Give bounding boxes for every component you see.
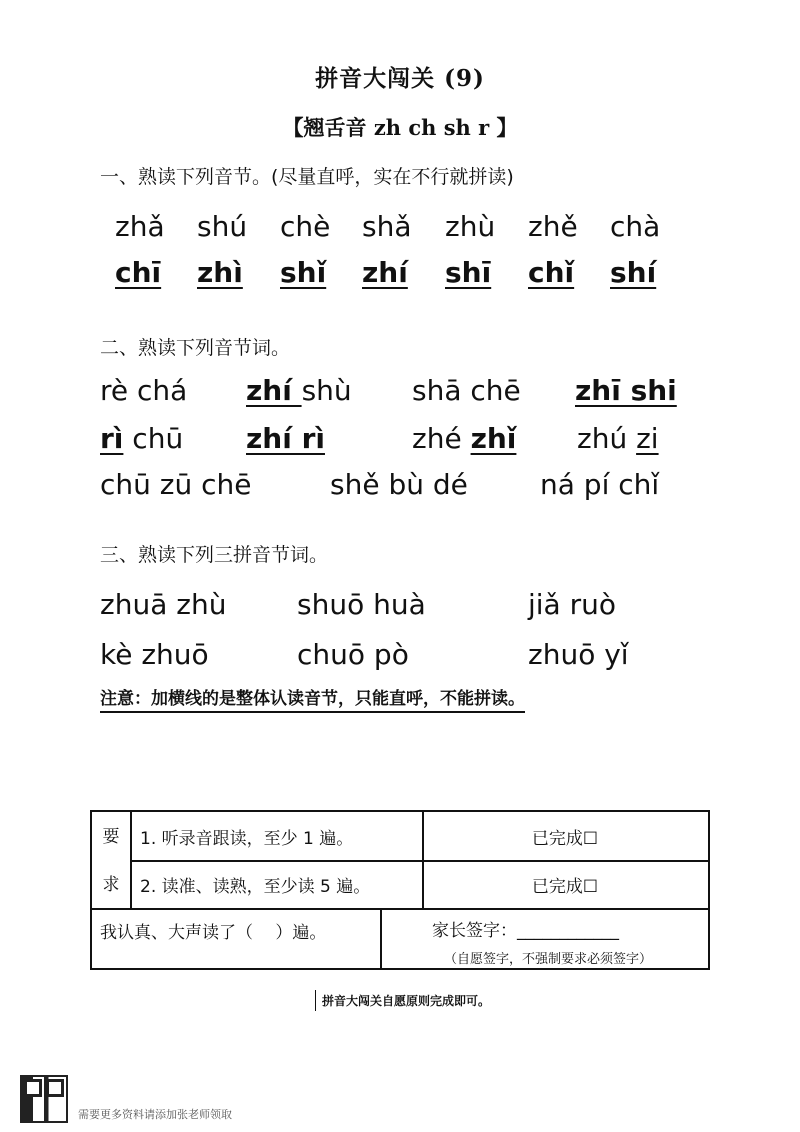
- section2-heading: 二、熟读下列音节词。: [100, 337, 291, 359]
- syllable: chè: [280, 210, 331, 243]
- word: zhuō yǐ: [528, 638, 629, 671]
- syllable-underlined: zhì: [197, 256, 243, 289]
- triple-row-1: [0, 588, 800, 632]
- req-label-char2: 求: [102, 875, 120, 895]
- done-checkbox-1[interactable]: 已完成☐: [531, 829, 599, 849]
- word: kè zhuō: [100, 638, 209, 671]
- signature-note: （自愿签字，不强制要求必须签字）: [443, 952, 652, 967]
- word-underlined: zhí: [246, 374, 302, 407]
- word-row-3: [0, 468, 800, 512]
- word: [246, 374, 352, 407]
- syllable: chà: [610, 210, 661, 243]
- note-text: 注意：加横线的是整体认读音节，只能直呼，不能拼读。: [100, 684, 525, 713]
- word: jiǎ ruò: [528, 588, 617, 621]
- word-underlined: zhí rì: [246, 422, 325, 455]
- syllable: zhù: [445, 210, 496, 243]
- requirements-table: [90, 810, 710, 970]
- word: chuō pò: [297, 638, 409, 671]
- word: [412, 422, 516, 455]
- requirement-2: 2. 读准、读熟，至少读 5 遍。: [140, 877, 371, 897]
- word-row-1: [0, 374, 800, 418]
- word-row-2: [0, 422, 800, 466]
- syllable-row-2: [0, 256, 800, 300]
- syllable-underlined: shī: [445, 256, 492, 289]
- word: shā chē: [412, 374, 521, 407]
- word-underlined: zhǐ: [470, 422, 517, 455]
- word-underlined: rì: [100, 422, 124, 455]
- syllable-underlined: chī: [115, 256, 162, 289]
- req-label-char1: 要: [102, 827, 120, 847]
- syllable-underlined: chǐ: [528, 256, 575, 289]
- word: shù: [301, 374, 352, 407]
- syllable: shǎ: [362, 210, 412, 243]
- qr-code-icon: [20, 1075, 68, 1123]
- word: chū: [123, 422, 184, 455]
- syllable: zhǎ: [115, 210, 165, 243]
- word-underlined: zhī shi: [575, 374, 677, 407]
- qr-caption: 需要更多资料请添加张老师领取: [78, 1108, 232, 1121]
- page-subtitle: 【翘舌音 zh ch sh r 】: [282, 115, 518, 140]
- parent-signature-field[interactable]: 家长签字：____________: [432, 921, 619, 941]
- footer-note: 拼音大闯关自愿原则完成即可。: [315, 990, 496, 1011]
- page-title: 拼音大闯关 (9): [315, 65, 485, 92]
- syllable: shú: [197, 210, 248, 243]
- syllable-row-1: [0, 210, 800, 250]
- word: zhé: [412, 422, 471, 455]
- word-underlined: zi: [636, 422, 659, 455]
- word: rè chá: [100, 374, 188, 407]
- done-checkbox-2[interactable]: 已完成☐: [531, 877, 599, 897]
- syllable-underlined: shǐ: [280, 256, 327, 289]
- word: zhuā zhù: [100, 588, 227, 621]
- section1-heading: 一、熟读下列音节。(尽量直呼，实在不行就拼读): [100, 166, 514, 188]
- requirement-1: 1. 听录音跟读，至少 1 遍。: [140, 829, 354, 849]
- word: shuō huà: [297, 588, 426, 621]
- word: shě bù dé: [330, 468, 468, 501]
- triple-row-2: [0, 638, 800, 682]
- syllable-underlined: shí: [610, 256, 657, 289]
- section3-heading: 三、熟读下列三拼音节词。: [100, 544, 329, 566]
- word: zhú: [577, 422, 637, 455]
- syllable: zhě: [528, 210, 578, 243]
- word: chū zū chē: [100, 468, 252, 501]
- word: ná pí chǐ: [540, 468, 660, 501]
- word: [577, 422, 659, 455]
- word: [100, 422, 183, 455]
- syllable-underlined: zhí: [362, 256, 408, 289]
- read-count-text: 我认真、大声读了（ ）遍。: [100, 923, 327, 943]
